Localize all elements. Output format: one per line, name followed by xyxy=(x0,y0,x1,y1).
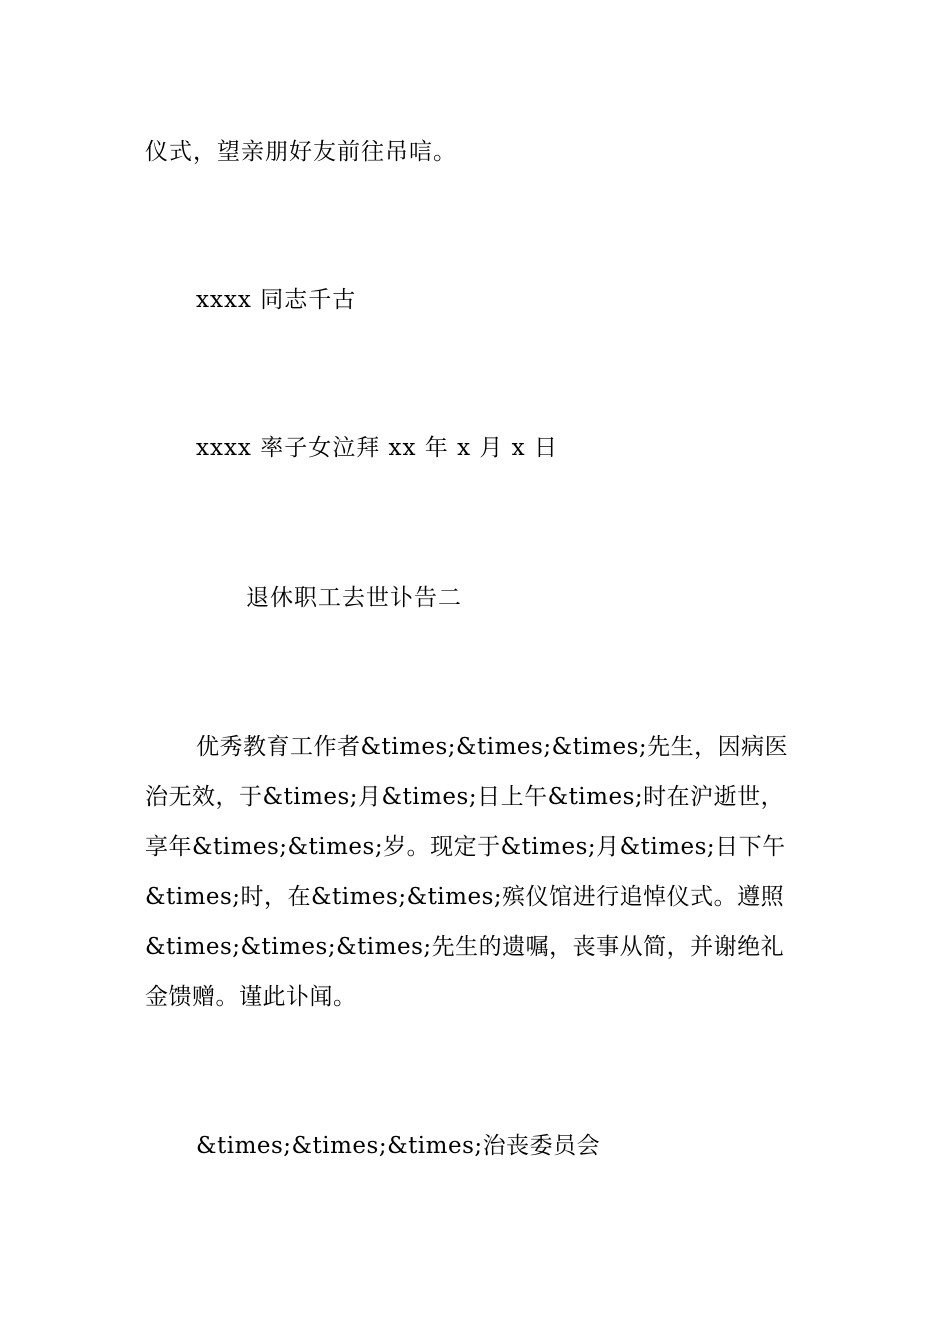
paragraph-line: 优秀教育工作者&times;&times;&times;先生，因病医 xyxy=(196,734,789,760)
section-title: 退休职工去世讣告二 xyxy=(246,585,462,611)
farewell-text: xxxx 同志千古 xyxy=(196,287,357,313)
paragraph-line: &times;时，在&times;&times;殡仪馆进行追悼仪式。遵照 xyxy=(145,884,785,910)
paragraph-line: &times;&times;&times;先生的遗嘱，丧事从简，并谢绝礼 xyxy=(145,934,785,960)
signature-line: xxxx 率子女泣拜 xx 年 x 月 x 日 xyxy=(196,435,558,461)
paragraph-line: 治无效，于&times;月&times;日上午&times;时在沪逝世， xyxy=(145,784,785,810)
committee-signature: &times;&times;&times;治丧委员会 xyxy=(196,1133,601,1159)
paragraph-line: 享年&times;&times;岁。现定于&times;月&times;日下午 xyxy=(145,834,786,860)
paragraph-line: 金馈赠。谨此讣闻。 xyxy=(145,984,357,1010)
intro-tail-text: 仪式，望亲朋好友前往吊唁。 xyxy=(145,139,457,165)
